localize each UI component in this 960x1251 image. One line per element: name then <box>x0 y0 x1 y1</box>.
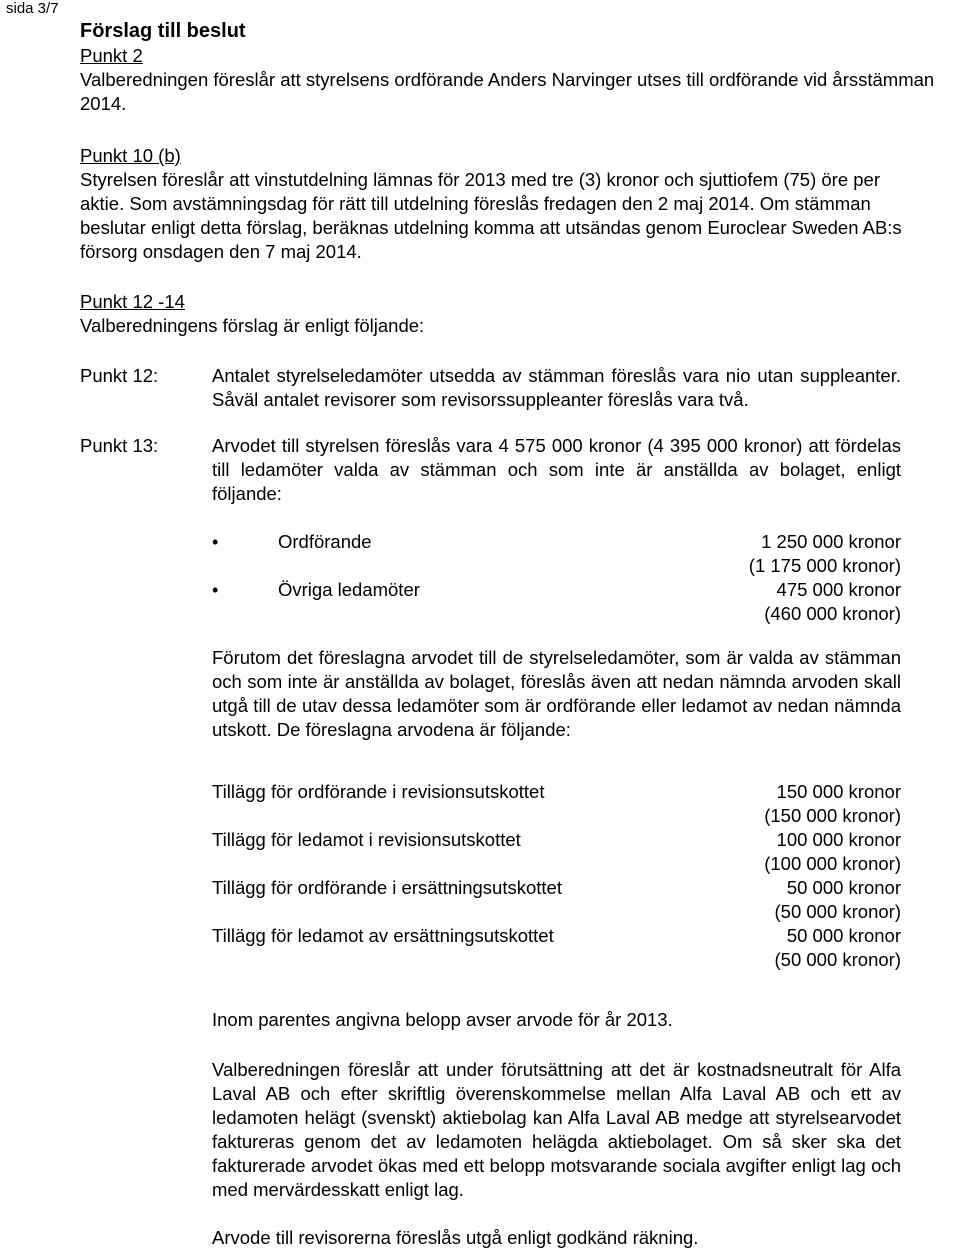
parenthesis-note: Inom parentes angivna belopp avser arvode för år 2013. <box>212 1009 673 1030</box>
section-heading-punkt-12-14: Punkt 12 -14 <box>80 291 185 312</box>
section-heading-punkt-10b: Punkt 10 (b) <box>80 145 181 166</box>
list-item <box>212 578 901 626</box>
bullet-icon: • <box>212 580 219 600</box>
page-title: Förslag till beslut <box>80 20 246 42</box>
board-fee-list <box>212 530 901 626</box>
list-item <box>212 828 901 876</box>
page-number: sida 3/7 <box>6 0 59 17</box>
committee-previous: (50 000 kronor) <box>774 901 901 922</box>
section-intro-punkt-12-14: Valberedningens förslag är enligt följande: <box>80 315 425 336</box>
bullet-icon: • <box>212 532 219 552</box>
list-item <box>212 876 901 924</box>
committee-amount: 50 000 kronor <box>786 877 901 898</box>
fee-amount: 475 000 kronor <box>776 579 901 600</box>
list-item <box>212 530 901 578</box>
punkt-13-text: Arvodet till styrelsen föreslås vara 4 575 000 kronor (4 395 000 kronor) att fördelas till ledamöter valda av stämman och som inte är anställda av bolaget, enligt följande: <box>212 435 901 504</box>
invoicing-paragraph: Valberedningen föreslår att under förutsättning att det är kostnadsneutralt för Alfa Laval AB och efter skriftlig överenskommelse mellan Alfa Laval AB och ett av ledamoten helägt (svenskt) aktiebolag kan Alfa Laval AB medge att styrelsearvodet faktureras genom det av ledamoten helägda aktiebolaget. Om så sker ska det fakturerade arvodet ökas med ett belopp motsvarande sociala avgifter enligt lag och med mervärdesskatt enligt lag. <box>212 1059 901 1200</box>
fee-amount: 1 250 000 kronor <box>761 531 901 552</box>
committee-label: Tillägg för ledamot i revisionsutskottet <box>212 829 521 850</box>
punkt-13-row <box>80 434 960 506</box>
list-item <box>212 924 901 972</box>
fee-previous: (1 175 000 kronor) <box>748 555 901 576</box>
section-heading-punkt-2: Punkt 2 <box>80 45 143 66</box>
committee-label: Tillägg för ledamot av ersättningsutskottet <box>212 925 554 946</box>
committee-amount: 100 000 kronor <box>776 829 901 850</box>
section-text-punkt-2: Valberedningen föreslår att styrelsens ordförande Anders Narvinger utses till ordförande vid årsstämman 2014. <box>80 69 935 114</box>
list-item <box>212 780 901 828</box>
committee-previous: (150 000 kronor) <box>764 805 901 826</box>
committee-previous: (100 000 kronor) <box>764 853 901 874</box>
committee-amount: 50 000 kronor <box>786 925 901 946</box>
fee-label: Övriga ledamöter <box>278 579 420 600</box>
fee-label: Ordförande <box>278 531 372 552</box>
committee-label: Tillägg för ordförande i ersättningsutskottet <box>212 877 562 898</box>
auditor-fee-paragraph: Arvode till revisorerna föreslås utgå enligt godkänd räkning. <box>212 1227 699 1248</box>
document-body <box>80 18 960 1250</box>
section-text-punkt-10b: Styrelsen föreslår att vinstutdelning lämnas för 2013 med tre (3) kronor och sjuttiofem (75) öre per aktie. Som avstämningsdag för rätt till utdelning föreslås fredagen den 2 maj 2014. Om stämman beslutar enligt detta förslag, beräknas utdelning komma att utsändas genom Euroclear Sweden AB:s försorg onsdagen den 7 maj 2014. <box>80 169 902 262</box>
committee-label: Tillägg för ordförande i revisionsutskottet <box>212 781 545 802</box>
punkt-12-text: Antalet styrelseledamöter utsedda av stämman föreslås vara nio utan suppleanter. Såväl antalet revisorer som revisorssuppleanter föreslås vara två. <box>212 365 901 410</box>
committee-amount: 150 000 kronor <box>776 781 901 802</box>
fee-previous: (460 000 kronor) <box>764 603 901 624</box>
punkt-12-row <box>80 364 960 412</box>
committee-fee-list <box>212 780 901 972</box>
punkt-13-label: Punkt 13: <box>80 435 159 456</box>
committee-previous: (50 000 kronor) <box>774 949 901 970</box>
punkt-12-label: Punkt 12: <box>80 365 159 386</box>
committee-fee-intro: Förutom det föreslagna arvodet till de styrelseledamöter, som är valda av stämman och som inte är anställda av bolaget, föreslås även att nedan nämnda arvoden skall utgå till de utav dessa ledamöter som är ordförande eller ledamot av nedan nämnda utskott. De föreslagna arvodena är följande: <box>212 647 901 740</box>
